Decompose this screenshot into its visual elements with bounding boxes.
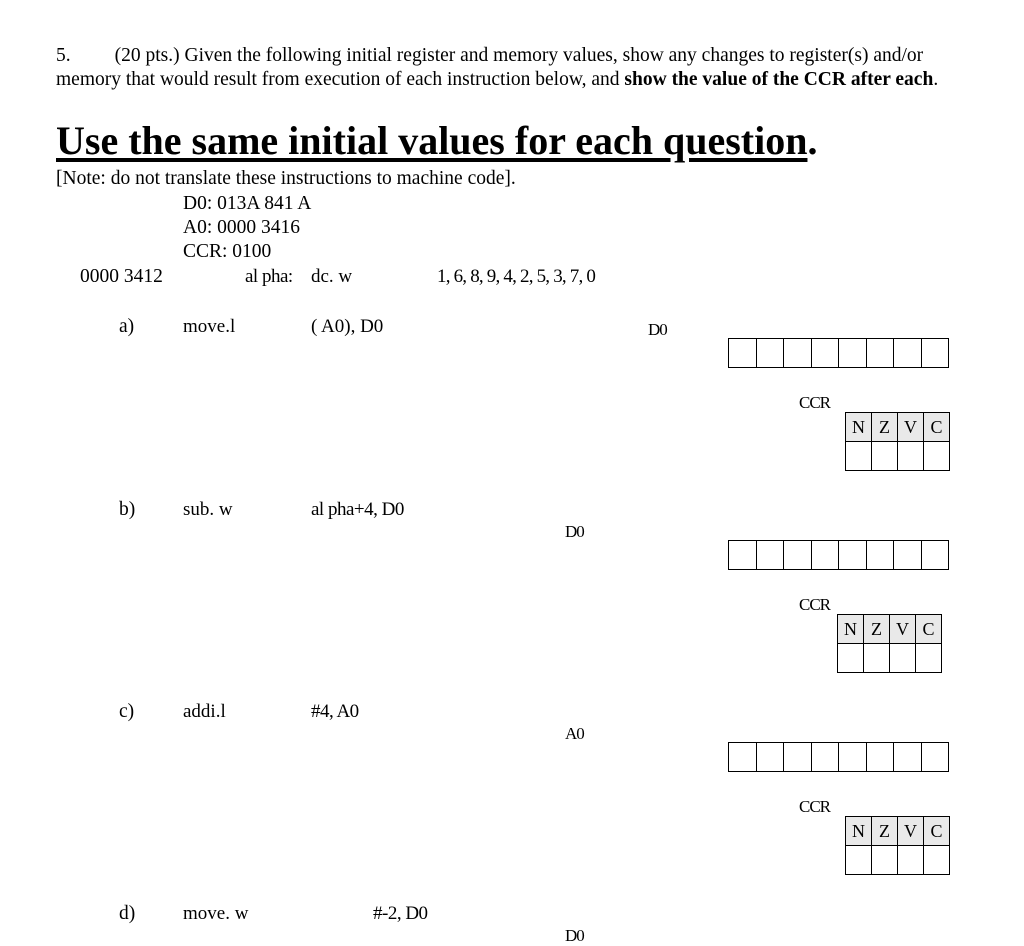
part-b-letter: b)	[119, 499, 136, 520]
ccr-answer-cell[interactable]	[924, 442, 950, 471]
ccr-answer-cell[interactable]	[846, 442, 872, 471]
flag-n: N	[838, 615, 864, 644]
flag-n: N	[846, 413, 872, 442]
flag-z: Z	[864, 615, 890, 644]
ccr-answer-cell[interactable]	[890, 644, 916, 673]
question-points: (20 pts.)	[114, 45, 180, 66]
part-d-op: move. w	[183, 903, 249, 924]
note: [Note: do not translate these instructions to machine code].	[56, 168, 516, 189]
part-b-reg-label: D0	[565, 522, 584, 541]
part-a-letter: a)	[119, 316, 135, 337]
answer-cell[interactable]	[756, 338, 784, 368]
answer-cell[interactable]	[893, 338, 921, 368]
answer-cell[interactable]	[783, 742, 811, 772]
part-a-op: move.l	[183, 316, 236, 337]
initial-d0: D0: 013A 841 A	[183, 193, 312, 214]
memory-address: 0000 3412	[80, 266, 163, 287]
answer-cell[interactable]	[921, 338, 950, 368]
question-number: 5.	[56, 45, 71, 66]
answer-cell[interactable]	[838, 742, 866, 772]
ccr-answer-cell[interactable]	[872, 442, 898, 471]
flag-c: C	[924, 413, 950, 442]
answer-cell[interactable]	[783, 540, 811, 570]
answer-cell[interactable]	[811, 742, 839, 772]
part-a-reg-label: D0	[648, 320, 667, 339]
answer-cell[interactable]	[838, 540, 866, 570]
answer-cell[interactable]	[756, 540, 784, 570]
answer-cell[interactable]	[893, 742, 921, 772]
answer-cell[interactable]	[838, 338, 866, 368]
question-text: Given the following initial register and memory values, show any changes to register(s) and/or memory that would result from execution of each instruction below, and	[56, 45, 924, 90]
flag-v: V	[898, 817, 924, 846]
answer-cell[interactable]	[728, 338, 756, 368]
part-d-operand: #-2, D0	[373, 903, 428, 924]
answer-cell[interactable]	[866, 742, 894, 772]
answer-cell[interactable]	[893, 540, 921, 570]
answer-cell[interactable]	[811, 540, 839, 570]
part-b-ccr-table	[837, 614, 942, 673]
part-a-ccr-table	[845, 412, 950, 471]
part-a-operand: ( A0), D0	[311, 316, 384, 337]
initial-ccr: CCR: 0100	[183, 241, 272, 262]
answer-cell[interactable]	[728, 742, 756, 772]
ccr-answer-cell[interactable]	[872, 846, 898, 875]
flag-v: V	[890, 615, 916, 644]
flag-z: Z	[872, 413, 898, 442]
ccr-answer-cell[interactable]	[838, 644, 864, 673]
part-b-op: sub. w	[183, 499, 233, 520]
part-b-reg-answer	[728, 540, 949, 570]
answer-cell[interactable]	[866, 338, 894, 368]
answer-cell[interactable]	[783, 338, 811, 368]
part-d-letter: d)	[119, 903, 136, 924]
part-c-op: addi.l	[183, 701, 226, 722]
memory-values: 1, 6, 8, 9, 4, 2, 5, 3, 7, 0	[437, 266, 596, 287]
part-c-operand: #4, A0	[311, 701, 359, 722]
part-c-ccr-table	[845, 816, 950, 875]
ccr-answer-cell[interactable]	[898, 442, 924, 471]
flag-z: Z	[872, 817, 898, 846]
part-a-ccr-label: CCR	[799, 393, 831, 412]
part-d-reg-label: D0	[565, 926, 584, 945]
ccr-answer-cell[interactable]	[898, 846, 924, 875]
answer-cell[interactable]	[756, 742, 784, 772]
initial-a0: A0: 0000 3416	[183, 217, 300, 238]
ccr-answer-cell[interactable]	[916, 644, 942, 673]
answer-cell[interactable]	[728, 540, 756, 570]
flag-c: C	[916, 615, 942, 644]
flag-n: N	[846, 817, 872, 846]
question-text-bold: show the value of the CCR after each	[624, 69, 934, 90]
part-b-operand: al pha+4, D0	[311, 499, 404, 520]
part-b-ccr-label: CCR	[799, 595, 831, 614]
memory-label: al pha:	[245, 266, 293, 287]
answer-cell[interactable]	[921, 742, 950, 772]
memory-directive: dc. w	[311, 266, 353, 287]
part-a-reg-answer	[728, 338, 949, 368]
emphasis-heading: Use the same initial values for each question.	[56, 118, 818, 163]
ccr-answer-cell[interactable]	[864, 644, 890, 673]
flag-v: V	[898, 413, 924, 442]
ccr-answer-cell[interactable]	[846, 846, 872, 875]
answer-cell[interactable]	[811, 338, 839, 368]
flag-c: C	[924, 817, 950, 846]
part-c-letter: c)	[119, 701, 135, 722]
answer-cell[interactable]	[866, 540, 894, 570]
question-intro: 5. (20 pts.) Given the following initial register and memory values, show any changes to register(s) and/or memory that would result from execution of each instruction below, and show the value of the CCR after each.	[56, 45, 939, 90]
part-c-ccr-label: CCR	[799, 797, 831, 816]
ccr-answer-cell[interactable]	[924, 846, 950, 875]
part-c-reg-answer	[728, 742, 949, 772]
part-c-reg-label: A0	[565, 724, 584, 743]
answer-cell[interactable]	[921, 540, 950, 570]
